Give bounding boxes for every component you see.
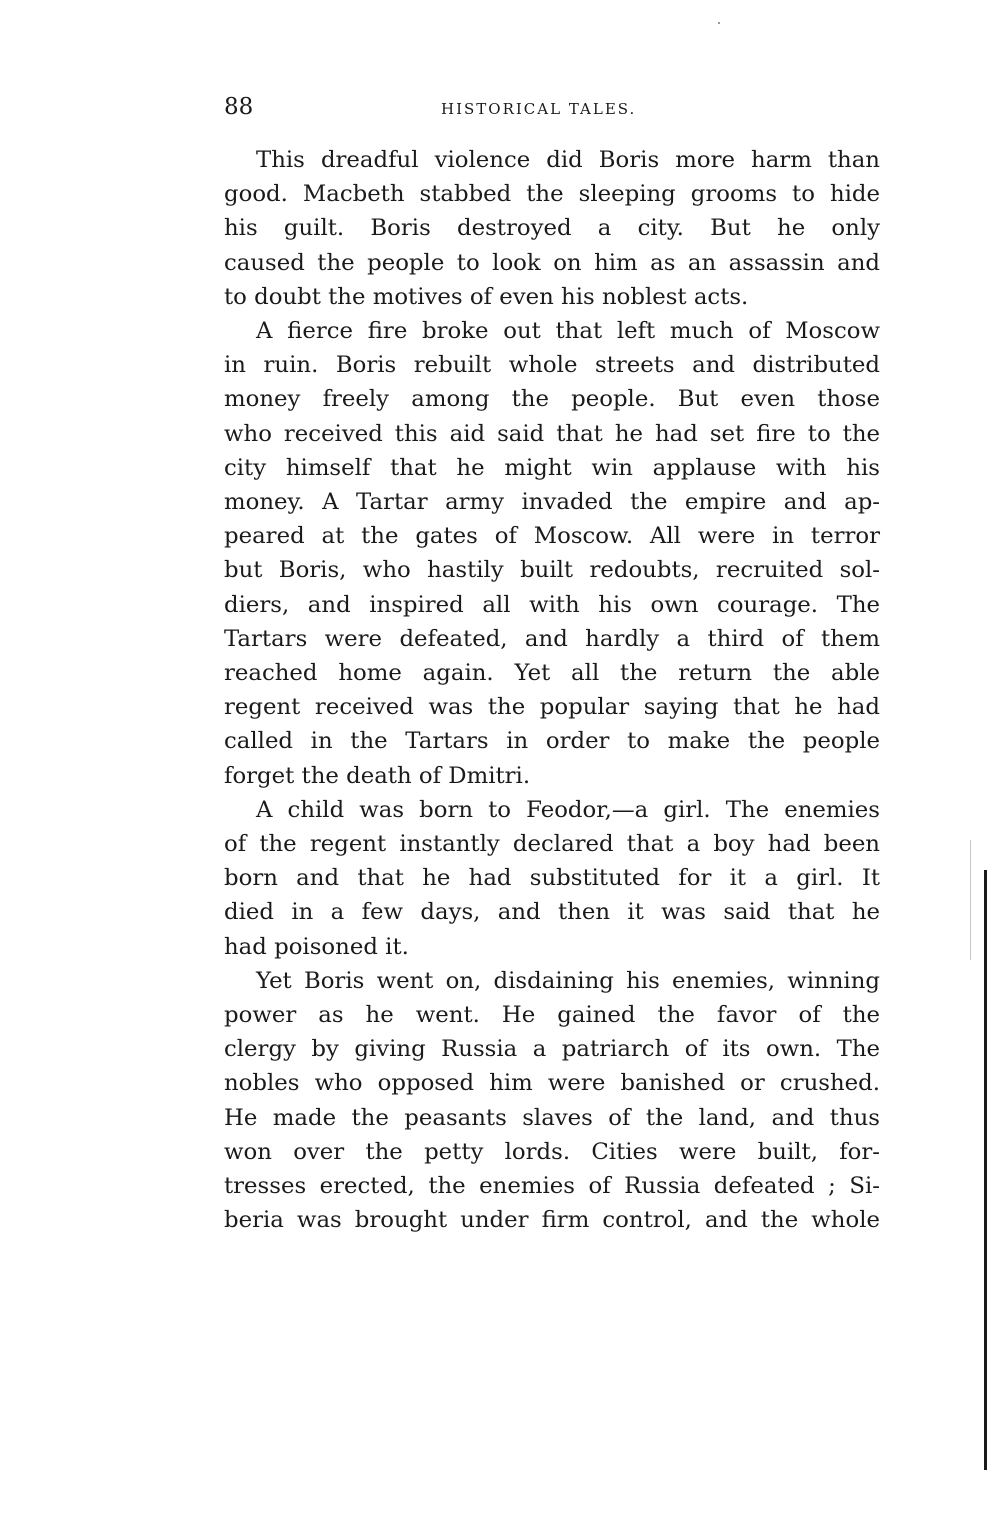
text-line: but Boris, who hastily built redoubts, recruited sol-	[224, 557, 880, 584]
text-line: called in the Tartars in order to make the people	[224, 728, 880, 755]
text-line: city himself that he might win applause with his	[224, 454, 880, 481]
text-line: A fierce fire broke out that left much of Moscow	[256, 318, 880, 345]
text-line: tresses erected, the enemies of Russia defeated ; Si-	[224, 1173, 880, 1200]
text-line: who received this aid said that he had set fire to the	[224, 420, 880, 447]
text-line: born and that he had substituted for it a girl. It	[224, 865, 880, 892]
body-text	[224, 143, 880, 1238]
running-head	[224, 93, 880, 125]
paragraph-1	[224, 143, 880, 314]
text-line: good. Macbeth stabbed the sleeping grooms to hide	[224, 181, 880, 208]
text-line: He made the peasants slaves of the land, and thus	[224, 1104, 880, 1131]
paragraph-3	[224, 793, 880, 964]
text-line: power as he went. He gained the favor of the	[224, 1002, 880, 1029]
paragraph-2	[224, 314, 880, 793]
scan-edge-shadow	[970, 840, 971, 960]
paragraph-4	[224, 964, 880, 1238]
text-line: regent received was the popular saying that he had	[224, 694, 880, 721]
text-line: This dreadful violence did Boris more harm than	[256, 147, 880, 173]
text-line: of the regent instantly declared that a boy had been	[224, 831, 880, 858]
paper-speck	[718, 22, 720, 24]
text-line: caused the people to look on him as an assassin and	[224, 249, 880, 276]
text-line: peared at the gates of Moscow. All were in terror	[224, 523, 880, 550]
scan-page-edge	[984, 870, 987, 1470]
text-line: in ruin. Boris rebuilt whole streets and distributed	[224, 352, 880, 379]
text-line: Yet Boris went on, disdaining his enemies, winning	[256, 967, 880, 994]
text-line: beria was brought under firm control, and the whole	[224, 1207, 880, 1234]
text-line: reached home again. Yet all the return the able	[224, 660, 880, 687]
text-line: diers, and inspired all with his own courage. The	[224, 591, 880, 618]
text-line: Tartars were defeated, and hardly a third of them	[224, 625, 880, 652]
text-line: money. A Tartar army invaded the empire and ap-	[224, 489, 880, 516]
text-line: forget the death of Dmitri.	[224, 762, 531, 789]
running-title: HISTORICAL TALES.	[441, 100, 637, 118]
text-line: had poisoned it.	[224, 933, 409, 960]
text-line: to doubt the motives of even his noblest acts.	[224, 283, 749, 310]
text-line: won over the petty lords. Cities were built, for-	[224, 1138, 880, 1165]
text-line: died in a few days, and then it was said that he	[224, 899, 880, 926]
text-line: clergy by giving Russia a patriarch of its own. The	[224, 1036, 880, 1063]
text-line: A child was born to Feodor,—a girl. The enemies	[256, 796, 880, 823]
page-number: 88	[224, 94, 254, 120]
text-line: money freely among the people. But even those	[224, 386, 880, 413]
text-line: nobles who opposed him were banished or crushed.	[224, 1070, 880, 1097]
text-line: his guilt. Boris destroyed a city. But he only	[224, 215, 880, 242]
